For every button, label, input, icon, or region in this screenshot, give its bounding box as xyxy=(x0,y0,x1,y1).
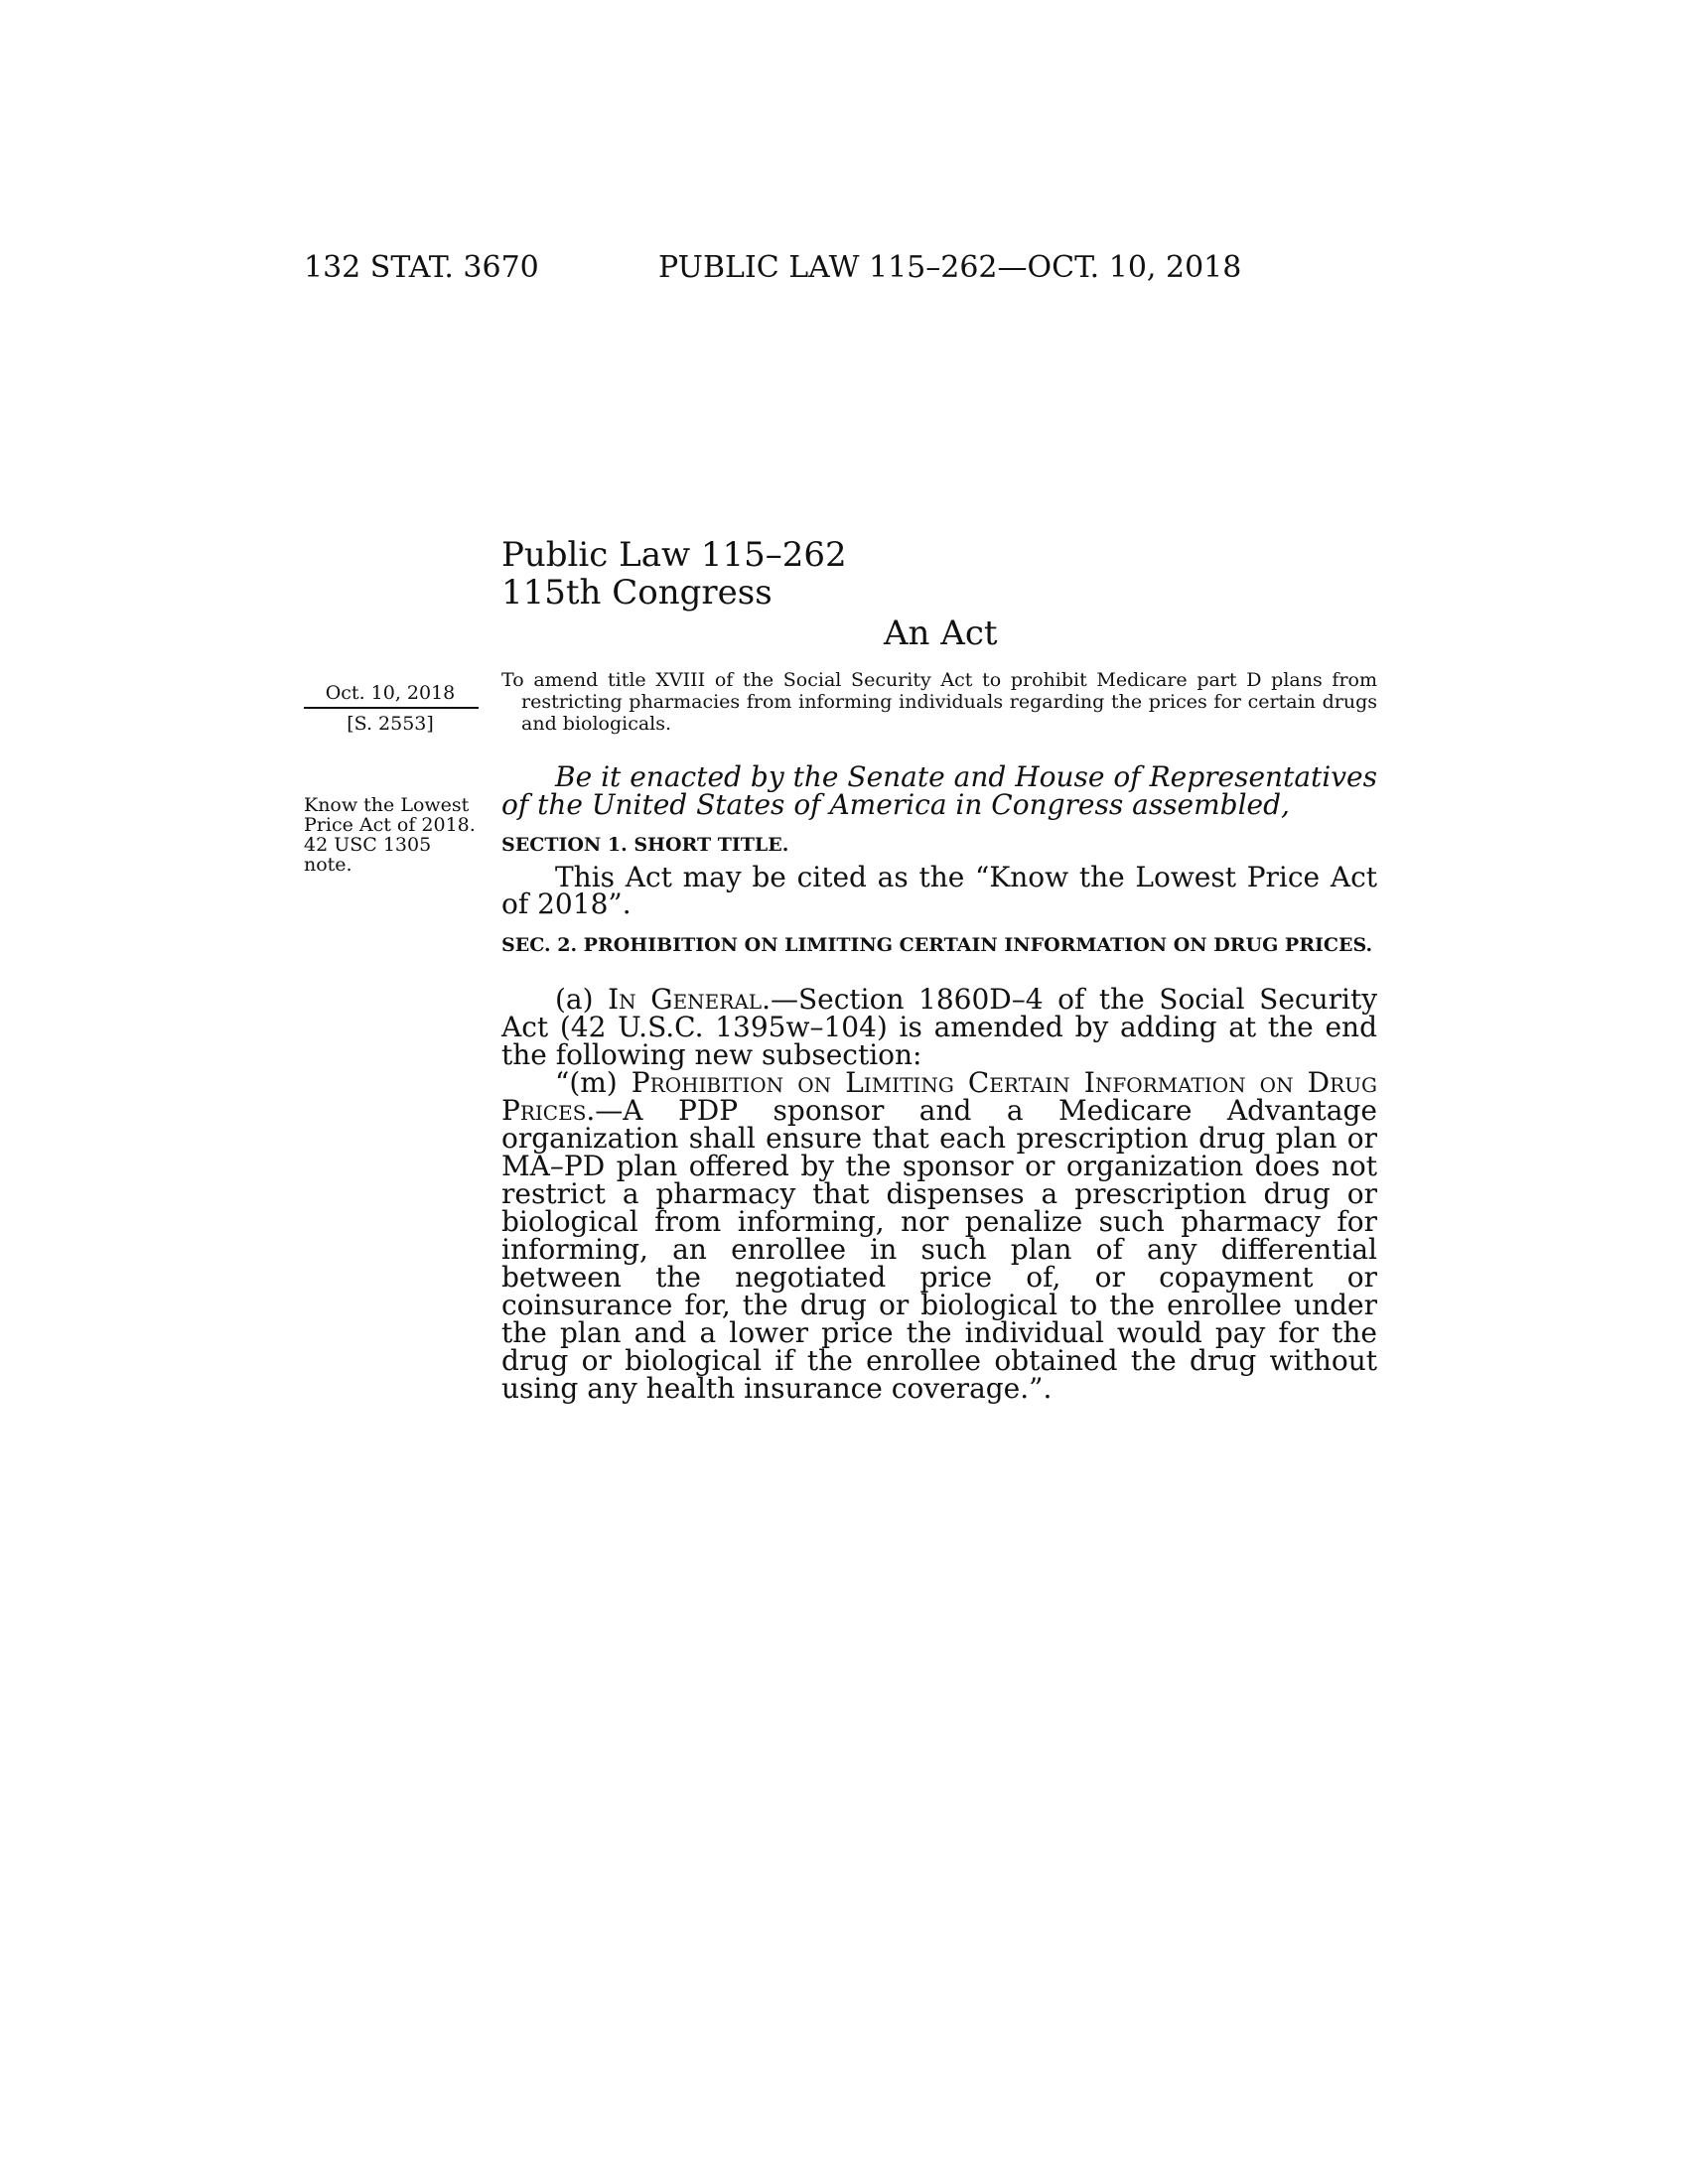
sidenote-divider xyxy=(304,707,479,709)
sidenote-bill-number: [S. 2553] xyxy=(347,713,434,735)
subsection-m-lead: “(m) xyxy=(555,1066,632,1099)
running-head: PUBLIC LAW 115–262—OCT. 10, 2018 xyxy=(658,250,1242,285)
sidenote-line: Know the Lowest xyxy=(304,794,470,816)
subsection-a-lead: (a) xyxy=(555,983,609,1016)
section-1-heading: SECTION 1. SHORT TITLE. xyxy=(501,834,789,856)
law-title-block xyxy=(501,536,847,612)
subsection-a-text: .—Section 1860D–4 of the Social Security Act (42 U.S.C. 1395w–104) is amended by adding at the end the following new subsection: xyxy=(501,983,1378,1071)
sidenote-line: note. xyxy=(304,854,352,876)
act-purpose: To amend title XVIII of the Social Security Act to prohibit Medicare part D plans from restricting pharmacies from informing individuals regarding the prices for certain drugs and biologicals. xyxy=(501,669,1377,735)
subsection-m xyxy=(501,1066,1377,1405)
act-heading: An Act xyxy=(884,614,998,653)
congress-number: 115th Congress xyxy=(501,573,773,613)
law-number: Public Law 115–262 xyxy=(501,535,847,575)
sidenote-date: Oct. 10, 2018 xyxy=(325,682,456,704)
sidenote-line: 42 USC 1305 xyxy=(304,834,432,856)
subsection-a xyxy=(501,983,1378,1071)
section-2-body xyxy=(501,983,1378,1405)
subsection-a-caption: In General xyxy=(608,983,763,1016)
sidenote-short-title xyxy=(304,795,483,875)
subsection-m-text: .—A PDP sponsor and a Medicare Advantage organization shall ensure that each prescription drug plan or MA–PD plan offered by the sponsor or organization does not restrict a pharmacy that dispenses a prescription drug or biological from informing, nor penalize such pharmacy for informing, an enrollee in such plan of any differential between the negotiated price of, or copayment or coinsurance for, the drug or biological to the enrollee under the plan and a lower price the individual would pay for the drug or biological if the enrollee obtained the drug without using any health insurance coverage.”. xyxy=(501,1094,1377,1405)
sidenote-line: Price Act of 2018. xyxy=(304,814,476,836)
section-2-heading: SEC. 2. PROHIBITION ON LIMITING CERTAIN INFORMATION ON DRUG PRICES. xyxy=(501,934,1373,956)
statute-page-reference: 132 STAT. 3670 xyxy=(304,250,539,285)
section-1-text: This Act may be cited as the “Know the Lowest Price Act of 2018”. xyxy=(501,861,1377,920)
subsection-m-caption: Prohibition on Limiting Certain Information on Drug Prices xyxy=(501,1066,1377,1127)
enacting-clause: Be it enacted by the Senate and House of Representatives of the United States of America in Congress assembled, xyxy=(501,760,1377,821)
